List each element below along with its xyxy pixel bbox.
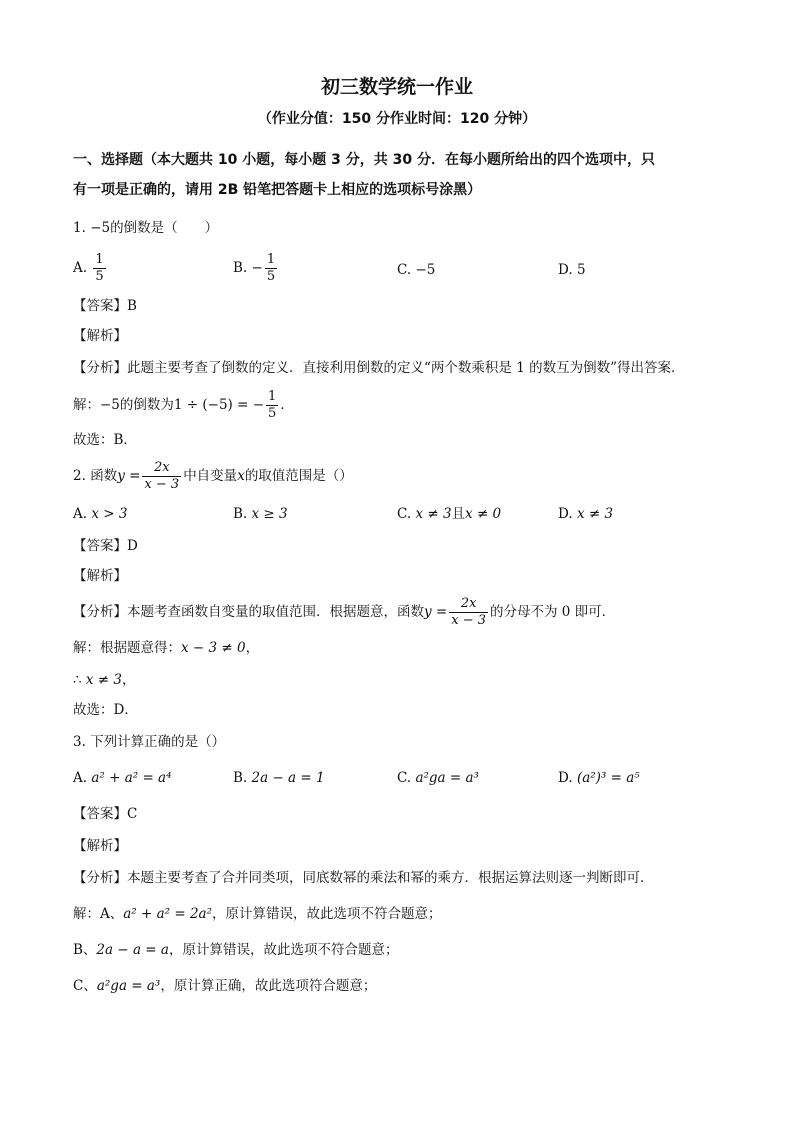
option-value: (a²)³ = a⁵ [576,770,640,786]
denominator: 5 [268,406,277,421]
denominator: 5 [266,269,276,284]
numerator: 1 [95,252,104,267]
punctuation: ， [122,672,136,688]
solution-prefix: C、 [73,978,97,994]
option-value: 5 [576,262,586,278]
option-value: x > 3 [91,506,128,522]
punctuation: ． [280,397,294,413]
q3-option-a [73,768,172,788]
math-expression: a² + a² = 2a² [123,906,213,922]
analysis-text: 的分母不为 0 即可． [490,604,616,620]
q1-choose: 故选：B． [73,432,137,448]
option-label: D. [558,506,573,522]
q1-option-d [558,260,586,280]
q3-option-b [233,768,325,788]
solution-prefix: 解：根据题意得： [73,640,181,656]
option-label: C. [397,506,412,522]
q1-solution [73,388,294,422]
q3-option-d [558,768,640,788]
q3-option-c [397,768,479,788]
denominator: 5 [95,269,104,284]
option-label: A. [73,506,88,522]
option-label: D. [558,770,573,786]
question-text: 的倒数是（ ） [110,220,219,236]
option-label: B. [233,506,248,522]
q1-option-c [397,260,435,280]
option-value: x ≥ 3 [251,506,288,522]
question-text: 中自变量 [183,468,238,484]
math-expression: a²ga = a³ [96,978,161,994]
fraction [265,252,277,285]
q2-option-c [397,504,501,524]
question-number: 2. [73,468,86,484]
math-expression: x ≠ 3 [85,672,122,688]
q3-answer: 【答案】C [73,806,138,822]
math-expression: x − 3 ≠ 0 [181,640,246,656]
math-expression: −5 [90,220,111,236]
fraction [142,460,181,493]
solution-text: ，原计算错误，故此选项不符合题意； [212,906,442,922]
q2-analysis [73,594,615,630]
option-label: D. [558,262,573,278]
solution-text: ，原计算错误，故此选项不符合题意； [168,942,399,958]
q2-option-a [73,504,127,524]
numerator: 2x [142,460,181,477]
q3-solution-a [73,904,442,924]
option-value: a²ga = a³ [415,770,479,786]
q2-option-b [233,504,288,524]
q3-analysis: 【分析】本题主要考查了合并同类项，同底数幂的乘法和幂的乘方．根据运算法则逐一判断即可． [73,870,654,886]
page-title: 初三数学统一作业 [320,76,473,98]
solution-prefix: 解： [73,397,100,413]
question-text: 函数 [90,468,118,484]
math-expression: y = [424,604,448,620]
solution-text: ，原计算正确，故此选项符合题意； [160,978,377,994]
option-value: a² + a² = a⁴ [91,770,172,786]
option-text: 且 [451,506,466,522]
question-2-stem [73,458,353,494]
option-label: A. [73,260,88,276]
denominator: x − 3 [144,477,180,492]
math-expression: −5 [100,397,120,413]
q2-option-d [558,504,613,524]
q3-solution-c [73,976,376,996]
q1-analysis: 【分析】此题主要考查了倒数的定义．直接利用倒数的定义“两个数乘积是 1 的数互为倒数”得出答案． [73,360,685,376]
section-heading-line2: 有一项是正确的，请用 2B 铅笔把答题卡上相应的选项标号涂黑） [73,182,482,198]
fraction [266,389,278,422]
question-text: 下列计算正确的是（） [90,734,226,750]
minus-sign: − [251,260,263,276]
numerator: 2x [449,596,488,613]
question-text: 的取值范围是（） [244,468,353,484]
analysis-text: 【分析】本题考查函数自变量的取值范围．根据题意，函数 [73,604,424,620]
denominator: x − 3 [451,613,486,628]
question-number: 1. [73,220,86,236]
math-expression: 2a − a = a [96,942,169,958]
page-subtitle: （作业分值：150 分作业时间：120 分钟） [257,111,537,127]
numerator: 1 [268,389,277,404]
numerator: 1 [266,252,276,267]
option-label: B. [233,770,248,786]
solution-text: 的倒数为 [119,397,174,413]
fraction [93,252,105,285]
q2-therefore [73,670,136,690]
q2-solution [73,638,259,658]
q1-option-a [73,252,108,285]
q1-analysis-heading: 【解析】 [73,328,127,344]
option-label: B. [233,260,248,276]
math-expression: y = [117,468,141,484]
math-variable: x [237,468,245,484]
option-label: A. [73,770,88,786]
option-label: C. [397,262,412,278]
q2-answer: 【答案】D [73,538,138,554]
question-3-stem [73,732,225,752]
punctuation: ， [245,640,260,656]
option-value: 2a − a = 1 [251,770,325,786]
q1-option-b [233,252,279,285]
question-1-stem [73,218,218,238]
option-value: x ≠ 3 [415,506,452,522]
option-value: −5 [415,262,436,278]
section-heading-line1: 一、选择题（本大题共 10 小题，每小题 3 分，共 30 分．在每小题所给出的四个选项中，只 [73,152,655,168]
q2-analysis-heading: 【解析】 [73,568,127,584]
math-expression: 1 ÷ (−5) = − [173,397,265,413]
question-number: 3. [73,734,86,750]
solution-prefix: B、 [73,942,97,958]
option-value: x ≠ 3 [576,506,614,522]
solution-prefix: 解：A、 [73,906,124,922]
option-label: C. [397,770,412,786]
q2-choose: 故选：D． [73,702,138,718]
therefore-symbol: ∴ [73,672,82,688]
q1-answer: 【答案】B [73,298,137,314]
q3-solution-b [73,940,398,960]
option-value: x ≠ 0 [465,506,502,522]
fraction [449,596,488,629]
q3-analysis-heading: 【解析】 [73,838,127,854]
